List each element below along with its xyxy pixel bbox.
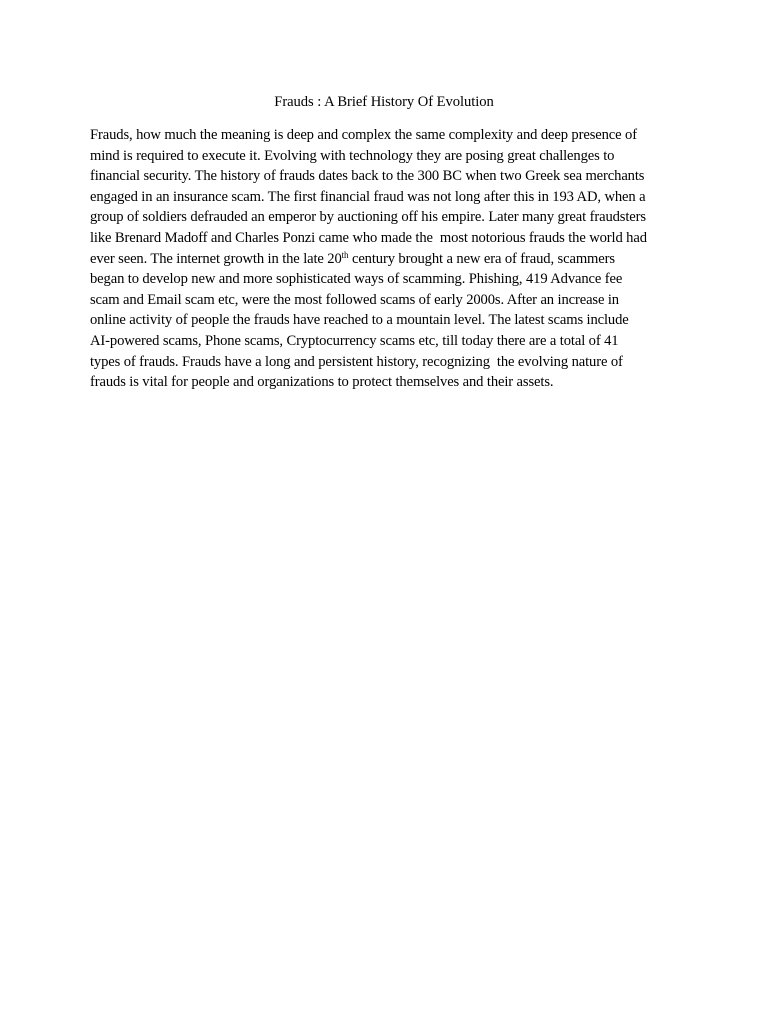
body-line: types of frauds. Frauds have a long and persistent history, recognizing the evolving nature of bbox=[90, 353, 623, 370]
superscript-ordinal: th bbox=[341, 249, 349, 260]
body-line: frauds is vital for people and organizations to protect themselves and their assets. bbox=[90, 374, 554, 391]
body-line: began to develop new and more sophisticated ways of scamming. Phishing, 419 Advance fee bbox=[90, 271, 623, 288]
body-line: group of soldiers defrauded an emperor by auctioning off his empire. Later many great fraudsters bbox=[90, 209, 646, 226]
body-line: online activity of people the frauds have reached to a mountain level. The latest scams include bbox=[90, 312, 629, 329]
body-line: Frauds, how much the meaning is deep and complex the same complexity and deep presence of bbox=[90, 127, 637, 143]
document-title: Frauds : A Brief History Of Evolution bbox=[274, 94, 494, 110]
body-line: financial security. The history of frauds dates back to the 300 BC when two Greek sea merchants bbox=[90, 168, 645, 185]
body-line-text: century brought a new era of fraud, scammers bbox=[348, 250, 615, 267]
body-line: engaged in an insurance scam. The first financial fraud was not long after this in 193 AD, when a bbox=[90, 188, 646, 205]
body-line-text: ever seen. The internet growth in the late 20 bbox=[90, 250, 342, 267]
body-line: like Brenard Madoff and Charles Ponzi came who made the most notorious frauds the world had bbox=[90, 229, 647, 246]
body-line: AI-powered scams, Phone scams, Cryptocurrency scams etc, till today there are a total of 41 bbox=[90, 332, 619, 349]
body-line: mind is required to execute it. Evolving with technology they are posing great challenges to bbox=[90, 147, 615, 164]
document-body bbox=[90, 125, 690, 393]
body-line bbox=[90, 249, 690, 270]
body-line: scam and Email scam etc, were the most followed scams of early 2000s. After an increase in bbox=[90, 291, 619, 308]
